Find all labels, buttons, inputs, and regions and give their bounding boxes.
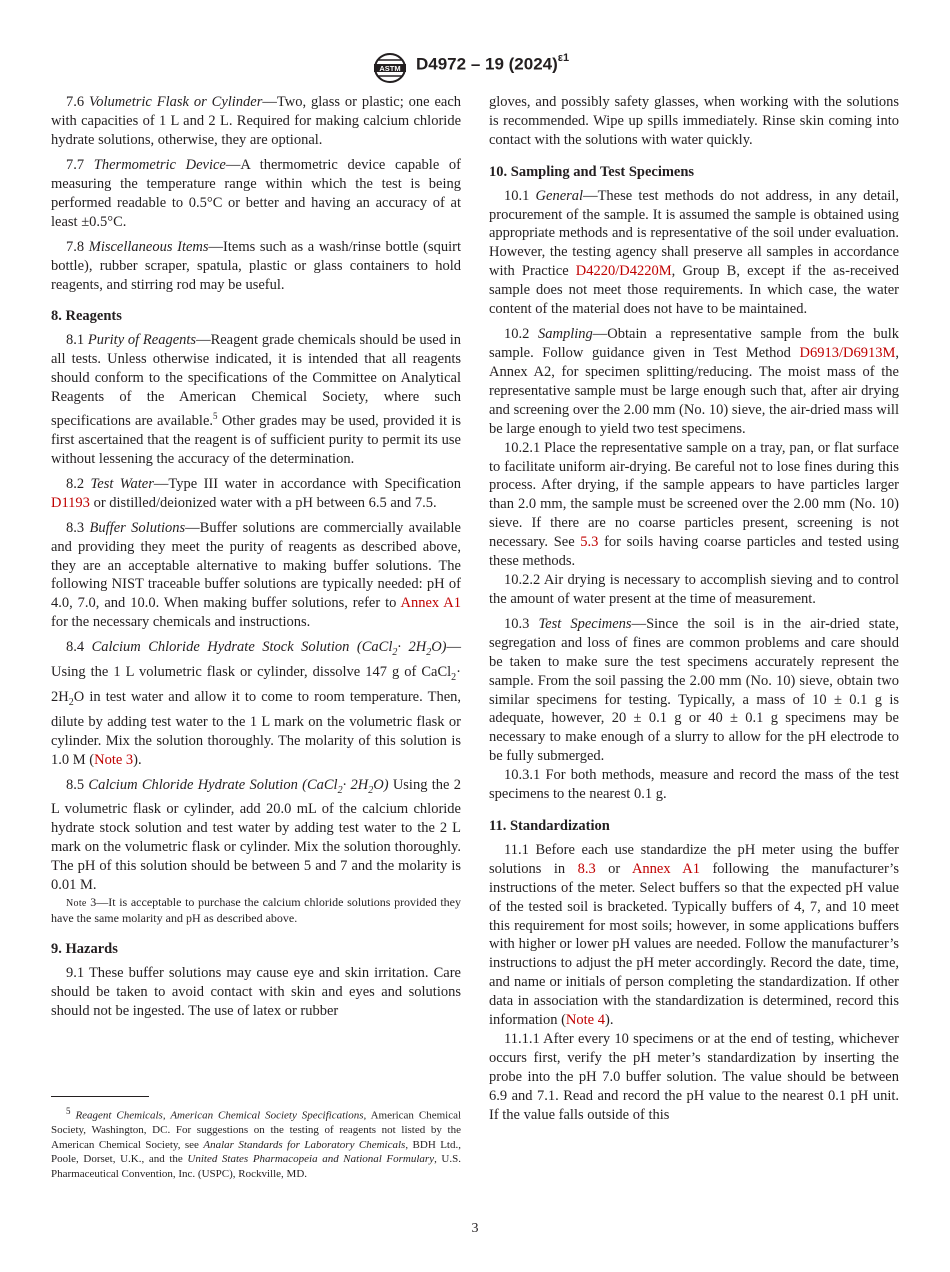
footnote-divider xyxy=(51,1096,149,1097)
section-8-2: 8.2 Test Water—Type III water in accordance with Specification D1193 or distilled/deionized water with a pH between 6.5 and 7.5. xyxy=(51,475,462,511)
heading-standardization: 11. Standardization xyxy=(489,818,610,834)
left-column xyxy=(51,93,461,1027)
section-10-2: 10.2 Sampling—Obtain a representative sample from the bulk sample. Follow guidance given in Test Method D6913/D6913M, Annex A2, for specimen splitting/reducing. The moist mass of the representative sample must be large enough such that, after air drying and screening over the 2.00 mm (No. 10) sieve, the air-dried mass will be large enough to yield two test specimens. xyxy=(489,326,899,437)
section-11-1: 11.1 Before each use standardize the pH meter using the buffer solutions in 8.3 or Annex A1 following the manufacturer’s instructions of the meter. Select buffers so that the expected pH value of the tested soil is bracketed. Typically buffers of 4, 7, and 10 meet this requirement for most soils; however, in some applications buffers with higher or lower pH values are needed. Follow the manufacturer’s instructions to adjust the pH meter accordingly. Record the date, time, and name or initials of person completing the standardization. If other data in association with the standardization is determined, record this information (Note 4). xyxy=(489,841,899,1029)
page-header xyxy=(0,52,950,84)
footnote-5: $^5$ Reagent Chemicals, American Chemical Society Specifications, American Chemical Society, Washington, DC. For suggestions on the testing of reagents not listed by the American Chemical Society, see Analar Standards for Laboratory Chemicals, BDH Ltd., Poole, Dorset, U.K., and the United States Pharmacopeia and National Formulary, U.S. Pharmaceutical Convention, Inc. (USPC), Rockville, MD. xyxy=(51,1106,462,1180)
footnote-ref: 5 xyxy=(213,410,218,421)
section-7-6: 7.6 Volumetric Flask or Cylinder—Two, glass or plastic; one each with capacities of 1 L and 2 L. Required for making calcium chloride hydrate solutions, otherwise, they are optional. xyxy=(51,94,462,148)
designation-text: D4972 – 19 (2024) xyxy=(416,54,558,74)
section-8-4: 8.4 Calcium Chloride Hydrate Stock Solution (CaCl$_2$· $2H_2O)—Using$ the 1 L volumetric flask or cylinder, dissolve 147 g of CaCl$_2$· $2H_2O$ in test water and allow it to come to room temperature. Then, dilute by adding test water to the 1 L mark on the volumetric flask or cylinder. Mix the solution thoroughly. The molarity of this solution is 1.0 M (Note 3). xyxy=(51,639,461,768)
link-annex-a1[interactable]: Annex A1 xyxy=(400,595,461,612)
heading-sampling: 10. Sampling and Test Specimens xyxy=(489,163,695,180)
section-9-1: 9.1 These buffer solutions may cause eye and skin irritation. Care should be taken to avoid contact with skin and eyes and solutions should not be ingested. The use of latex or rubber xyxy=(51,964,461,1019)
link-note-4[interactable]: Note 4 xyxy=(565,1012,605,1029)
epsilon-superscript: ε1 xyxy=(557,52,570,64)
section-7-8: 7.8 Miscellaneous Items—Items such as a wash/rinse bottle (squirt bottle), rubber scraper, spatula, plastic or glass containers to hold reagents, and stirring rod may be useful. xyxy=(51,238,461,293)
link-d1193[interactable]: D1193 xyxy=(51,494,90,511)
heading-hazards: 9. Hazards xyxy=(51,940,118,957)
note-3: Note 3—It is acceptable to purchase the calcium chloride solutions provided they have the same molarity and pH as described above. xyxy=(51,894,461,926)
right-column xyxy=(489,93,899,1131)
section-9-1-continued: gloves, and possibly safety glasses, when working with the solutions is recommended. Wipe up spills immediately. Rinse skin coming into contact with the solutions with water quickly. xyxy=(489,94,899,148)
link-d6913[interactable]: D6913/D6913M xyxy=(799,345,896,362)
section-8-3: 8.3 Buffer Solutions—Buffer solutions are commercially available and providing they meet the purity of reagents as described above, they are an acceptable alternative to making buffer solutions. The following NIST traceable buffer solutions are typically needed: pH of 4.0, 7.0, and 10.0. When making buffer solutions, refer to Annex A1 for the necessary chemicals and instructions. xyxy=(51,519,461,631)
link-5-3[interactable]: 5.3 xyxy=(580,534,599,551)
section-10-2-1: 10.2.1 Place the representative sample on a tray, pan, or flat surface to facilitate uniform air-drying. Be careful not to lose fines during this process. After drying, if the sample appears to have particles larger than 2.0 mm, the sample must be screened over the 2.00 mm (No. 10) sieve. If there are no coarse particles present, screening is not necessary. See 5.3 for soils having coarse particles and tested using these methods. xyxy=(489,439,899,570)
section-8-1: 8.1 Purity of Reagents—Reagent grade chemicals should be used in all tests. Unless otherwise indicated, it is intended that all reagents should conform to the specifications of the Committee on Analytical Reagents of the American Chemical Society, where such specifications are available.$^5$ Other grades may be used, provided it is first ascertained that the reagent is of sufficient purity to permit its use without lessening the accuracy of the determination. xyxy=(51,332,462,467)
section-8-5: 8.5 Calcium Chloride Hydrate Solution (CaCl$_2$· $2H_2O$) Using the 2 L volumetric flask or cylinder, add 20.0 mL of the calcium chloride hydrate stock solution and test water by adding test water to the 2 L mark on the volumetric flask or cylinder. Mix the solution thoroughly. The pH of this solution should be between 5 and 7 and the molarity is 0.01 M. xyxy=(51,776,462,894)
heading-reagents: 8. Reagents xyxy=(51,308,122,325)
link-d4220[interactable]: D4220/D4220M xyxy=(575,263,672,280)
logo-text: ASTM xyxy=(379,64,401,73)
section-10-1: 10.1 General—These test methods do not address, in any detail, procurement of the sample. It is assumed the sample is obtained using appropriate methods and is representative of the soil under evaluation. However, the testing agency shall preserve all samples in accordance with Practice D4220/D4220M, Group B, except if the as-received sample does not meet those requirements. In which case, the water content of the material does not have to be maintained. xyxy=(489,187,899,318)
section-10-3-1: 10.3.1 For both methods, measure and record the mass of the test specimens to the nearest 0.1 g. xyxy=(489,767,899,803)
link-8-3[interactable]: 8.3 xyxy=(577,860,596,877)
section-10-3: 10.3 Test Specimens—Since the soil is in the air-dried state, segregation and loss of fines are common problems and care should be taken to make sure the test specimens accurately represent the sample. From the soil passing the 2.00 mm (No. 10) sieve, obtain two similar specimens for testing. Typically, a mass of 10 ± 0.1 g is adequate, however, 20 ± 0.1 g or 40 ± 0.1 g specimens may be necessary to make enough of a slurry to allow for the pH electrode to be fully submerged. xyxy=(489,615,899,765)
document-designation xyxy=(416,54,569,75)
section-11-1-1: 11.1.1 After every 10 specimens or at the end of testing, whichever occurs first, verify the pH meter’s standardization by inserting the probe into the pH 7.0 buffer solution. The value should be between 6.9 and 7.1. Read and record the pH value to the nearest 0.1 pH unit. If the value falls outside of this xyxy=(489,1030,899,1123)
link-annex-a1-2[interactable]: Annex A1 xyxy=(631,860,700,877)
page-number: 3 xyxy=(471,1221,479,1236)
section-7-7: 7.7 Thermometric Device—A thermometric device capable of measuring the temperature range within which the test is being performed readable to 0.5°C or better and having an accuracy of at least ±0.5°C. xyxy=(51,156,462,230)
astm-logo-icon xyxy=(372,52,408,84)
link-note-3[interactable]: Note 3 xyxy=(94,751,134,768)
section-10-2-2: 10.2.2 Air drying is necessary to accomplish sieving and to control the amount of water present at the time of measurement. xyxy=(489,571,899,607)
